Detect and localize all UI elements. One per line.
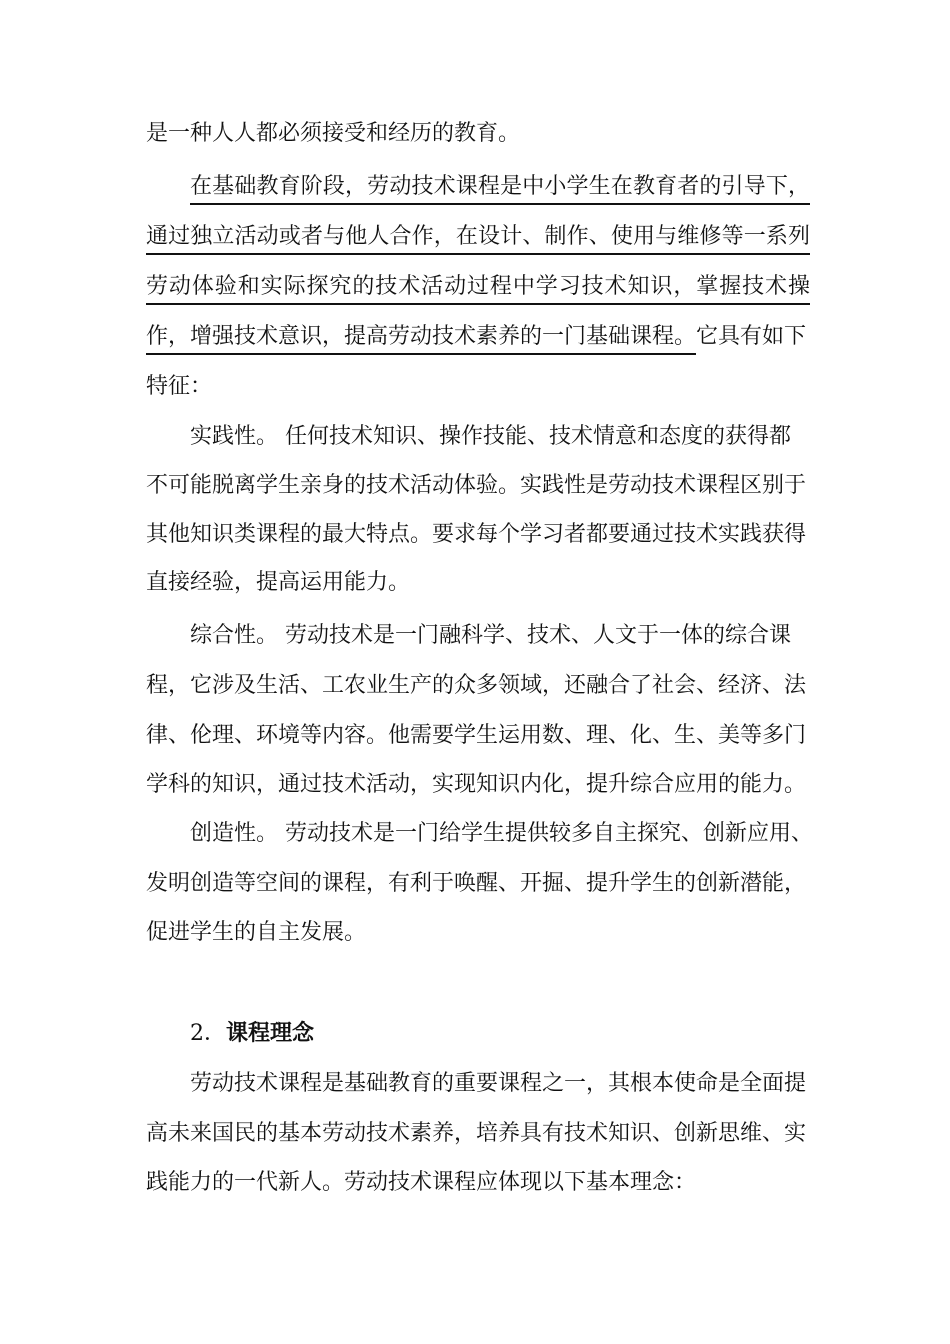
- text-line: 创造性。 劳动技术是一门给学生提供较多自主探究、创新应用、: [190, 821, 813, 846]
- text-line: 促进学生的自主发展。: [146, 920, 367, 945]
- underlined-line: [190, 172, 810, 202]
- text-line: 程，它涉及生活、工农业生产的众多领域，还融合了社会、经济、法: [146, 673, 807, 698]
- text-line: 律、伦理、环境等内容。他需要学生运用数、理、化、生、美等多门: [146, 723, 807, 748]
- underlined-text: 在基础教育阶段，劳动技术课程是中小学生在教育者的引导下，: [190, 174, 810, 205]
- underlined-text: 通过独立活动或者与他人合作，在设计、制作、使用与维修等一系列: [146, 224, 810, 255]
- text-line: 劳动技术课程是基础教育的重要课程之一，其根本使命是全面提: [190, 1071, 807, 1096]
- mixed-line: [146, 322, 810, 352]
- text-line: 实践性。 任何技术知识、操作技能、技术情意和态度的获得都: [190, 424, 791, 449]
- plain-text: 它具有如下: [696, 324, 807, 349]
- text-line: 发明创造等空间的课程，有利于唤醒、开掘、提升学生的创新潜能，: [146, 871, 807, 896]
- text-line: 高未来国民的基本劳动技术素养，培养具有技术知识、创新思维、实: [146, 1121, 807, 1146]
- underlined-line: [146, 272, 810, 302]
- underlined-text: 作，增强技术意识，提高劳动技术素养的一门基础课程。: [146, 324, 696, 355]
- text-line: 特征：: [146, 374, 213, 399]
- text-line: 是一种人人都必须接受和经历的教育。: [146, 121, 521, 146]
- text-line: 综合性。 劳动技术是一门融科学、技术、人文于一体的综合课: [190, 623, 791, 648]
- text-line: 学科的知识，通过技术活动，实现知识内化，提升综合应用的能力。: [146, 772, 807, 797]
- underlined-text: 劳动体验和实际探究的技术活动过程中学习技术知识，掌握技术操: [146, 274, 810, 305]
- text-line: 直接经验，提高运用能力。: [146, 570, 411, 595]
- text-line: 其他知识类课程的最大特点。要求每个学习者都要通过技术实践获得: [146, 522, 807, 547]
- underlined-line: [146, 222, 810, 252]
- section-heading: [190, 1019, 314, 1049]
- section-number: 2．: [190, 1021, 226, 1046]
- text-line: 不可能脱离学生亲身的技术活动体验。实践性是劳动技术课程区别于: [146, 473, 807, 498]
- section-title: 课程理念: [226, 1021, 315, 1046]
- text-line: 践能力的一代新人。劳动技术课程应体现以下基本理念：: [146, 1170, 697, 1195]
